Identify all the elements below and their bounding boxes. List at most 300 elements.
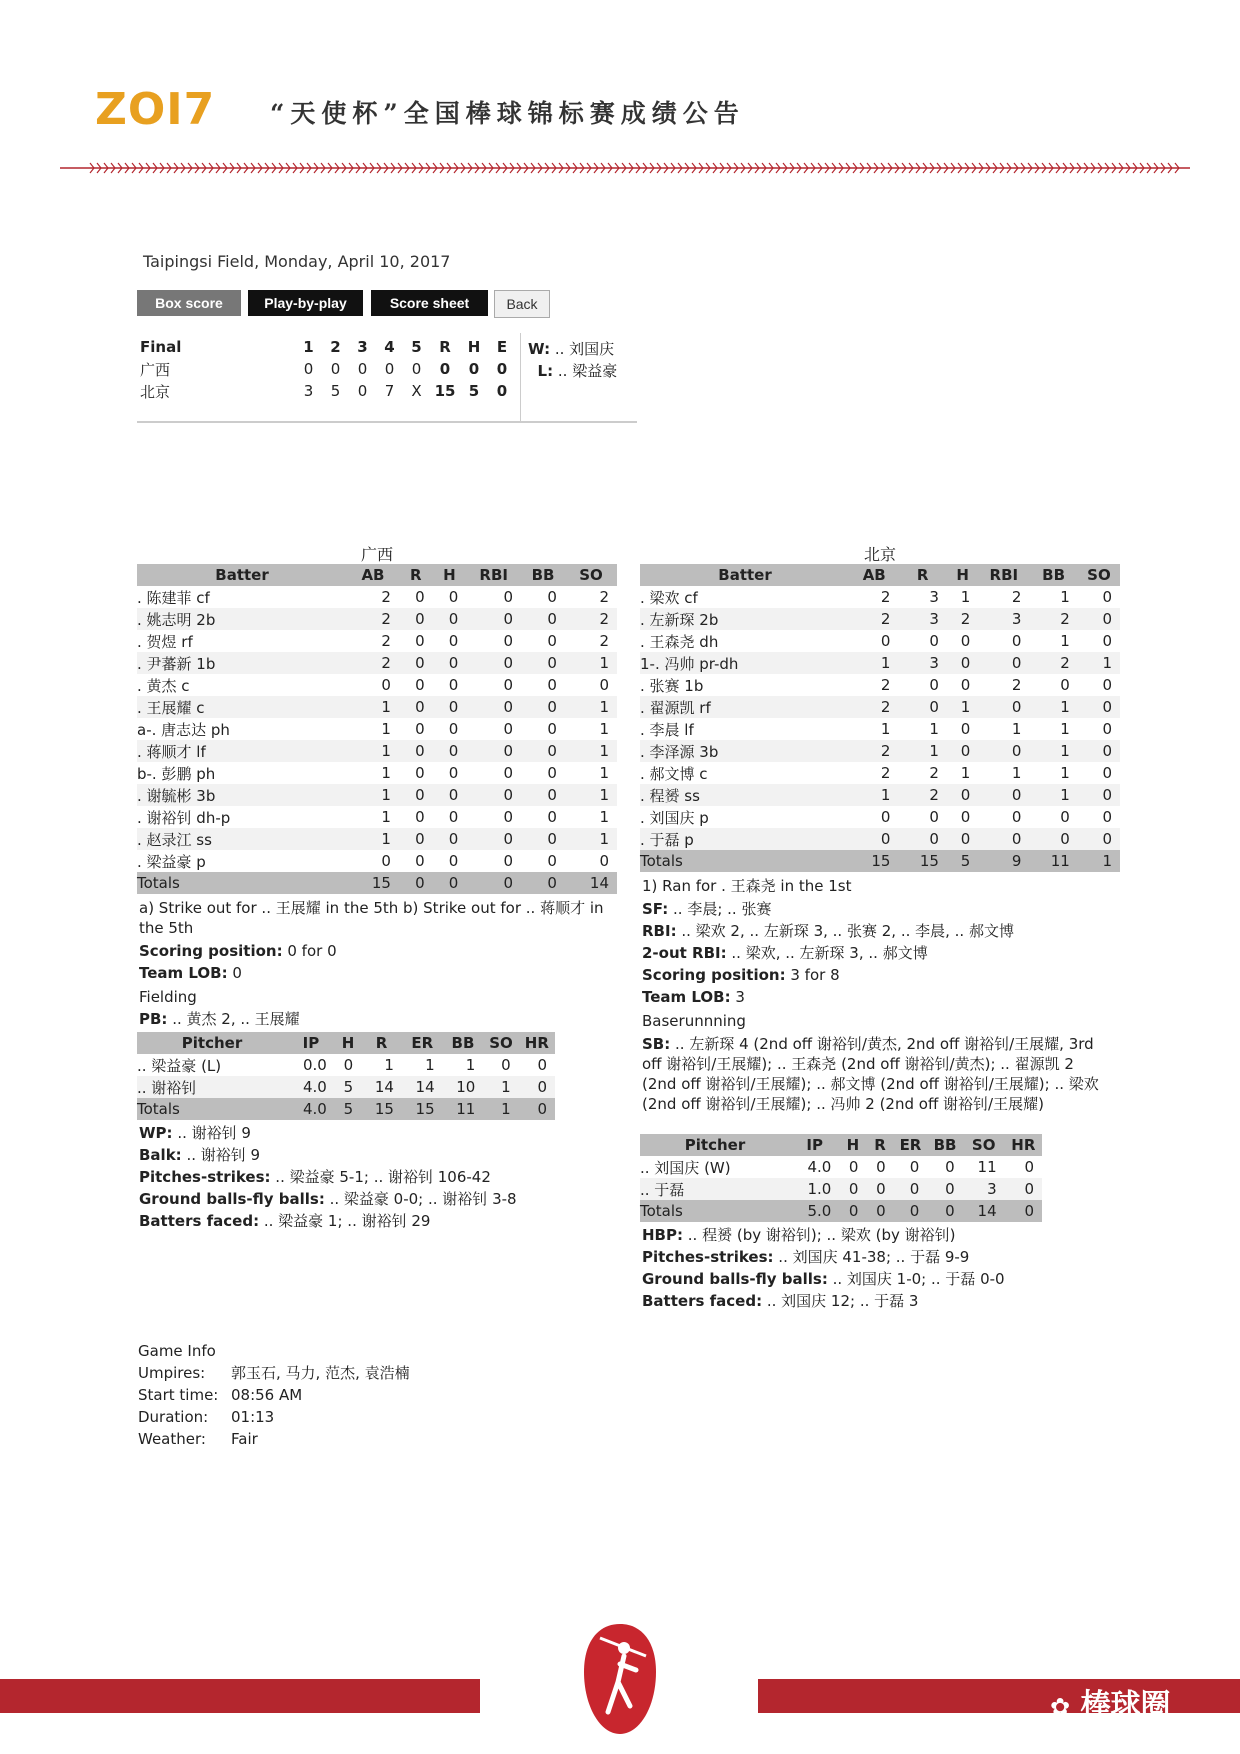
stat-cell: 1 (880, 720, 891, 738)
stat-cell: 1 (960, 764, 971, 782)
stat-cell: 0 (1102, 588, 1112, 606)
game-info-row: Umpires: 郭玉石, 马力, 范杰, 袁浩楠 (138, 1364, 410, 1382)
stat-cell: 1 (381, 808, 391, 826)
player-name: . 刘国庆 p (640, 808, 709, 827)
baseball-batter-emblem-icon (580, 1620, 660, 1738)
stat-cell: 1 (1029, 740, 1077, 762)
stat-cell: 1 (898, 740, 946, 762)
stat-cell: 0 (503, 632, 514, 650)
column-header: H (433, 564, 467, 586)
stat-cell: 1.0 (790, 1178, 839, 1200)
stat-cell: 0 (547, 852, 557, 870)
stat-cell: 1 (565, 828, 617, 850)
team-name-guangxi: 广西 (360, 545, 393, 564)
stat-cell: 1 (425, 1056, 435, 1074)
stat-cell: 0 (866, 1200, 893, 1222)
linescore-row (140, 358, 516, 380)
column-header: HR (519, 1032, 555, 1054)
stat-cell: 0 (433, 784, 467, 806)
player-name: . 谢裕钊 dh-p (137, 808, 231, 827)
stat-cell: 0 (399, 608, 433, 630)
stat-cell: 14 (402, 1076, 443, 1098)
linescore-cell: 0 (411, 360, 422, 378)
linescore-col: R (439, 338, 451, 356)
stat-note: RBI: .. 梁欢 2, .. 左新琛 3, .. 张赛 2, .. 李晨, .. 郝文博 (642, 922, 1014, 940)
table-row (137, 806, 617, 828)
linescore-divider (520, 333, 521, 421)
document-title: “天使杯”全国棒球锦标赛成绩公告 (270, 99, 745, 128)
stat-cell: 0 (927, 1178, 962, 1200)
stat-cell: 4.0 (287, 1098, 335, 1120)
stat-cell: 1 (381, 764, 391, 782)
table-row (137, 696, 617, 718)
linescore-status: Final (140, 338, 182, 356)
stat-cell: 0 (1011, 632, 1022, 650)
stat-cell: 1 (1029, 696, 1077, 718)
game-info-title: Game Info (138, 1342, 216, 1360)
stat-cell: 1 (381, 720, 391, 738)
logo: ZOI7 (95, 84, 216, 135)
stat-cell: 9 (978, 850, 1029, 872)
stat-cell: 14 (565, 872, 617, 894)
stat-cell: 1 (384, 1056, 394, 1074)
loss-label: L: (537, 362, 554, 380)
stat-cell: 0 (448, 632, 459, 650)
stat-cell: 0 (1102, 808, 1112, 826)
stat-cell: 0 (433, 740, 467, 762)
tab-play-by-play[interactable]: Play-by-play (248, 290, 363, 316)
stat-cell: 2 (1011, 588, 1022, 606)
stat-cell: 0 (503, 852, 514, 870)
stat-cell: 0 (1060, 808, 1070, 826)
game-info (138, 1340, 410, 1450)
column-header: BB (927, 1134, 962, 1156)
player-name: .. 谢裕钊 (137, 1076, 287, 1098)
stat-cell: 2 (1029, 652, 1077, 674)
linescore-cell: 0 (496, 360, 508, 378)
beijing-footnote: 1) Ran for . 王森尧 in the 1st (642, 877, 852, 895)
stat-cell: 0 (929, 632, 939, 650)
stat-cell: 0 (960, 808, 971, 826)
table-row (640, 762, 1120, 784)
stat-cell: 3 (898, 652, 946, 674)
linescore-cell: 15 (434, 382, 456, 400)
stat-cell: 1 (1060, 764, 1070, 782)
totals-label: Totals (137, 872, 347, 894)
guangxi-batting-table (137, 564, 617, 894)
stat-cell: 0 (503, 764, 514, 782)
linescore-col: 1 (303, 338, 314, 356)
column-header: IP (790, 1134, 839, 1156)
stat-cell: 10 (443, 1076, 484, 1098)
stat-cell: 0 (866, 1178, 893, 1200)
wechat-account (1050, 1680, 1171, 1724)
stat-cell: 0 (929, 808, 939, 826)
stat-cell: 0 (1078, 784, 1120, 806)
stat-cell: 1 (1060, 632, 1070, 650)
game-info-row: Weather: Fair (138, 1430, 258, 1448)
column-header: BB (443, 1032, 484, 1054)
stat-cell: 3 (929, 588, 939, 606)
tab-score-sheet[interactable]: Score sheet (371, 290, 488, 316)
footer-bar-left (0, 1679, 480, 1713)
stat-cell: 1 (960, 588, 971, 606)
column-header: R (866, 1134, 893, 1156)
stat-cell: 0 (521, 828, 565, 850)
stat-cell: 0 (466, 696, 521, 718)
stat-cell: 0 (448, 676, 459, 694)
stat-cell: 0 (399, 784, 433, 806)
stat-cell: 0 (1078, 828, 1120, 850)
stat-cell: 0 (399, 652, 433, 674)
stat-cell: 1 (599, 808, 609, 826)
player-name: . 贺煜 rf (137, 632, 193, 651)
stat-cell: 0 (978, 828, 1029, 850)
linescore-col: H (467, 338, 481, 356)
stat-cell: 0 (547, 808, 557, 826)
stat-cell: 0 (1078, 608, 1120, 630)
wechat-name: 棒球圈 (1080, 1688, 1171, 1723)
stat-cell: 0 (521, 872, 565, 894)
column-header: SO (1078, 564, 1120, 586)
linescore-cell: 0 (468, 360, 480, 378)
player-name: . 谢毓彬 3b (137, 784, 347, 806)
stat-cell: 0 (521, 652, 565, 674)
stat-cell: 0 (503, 808, 514, 826)
stat-cell: 0 (880, 808, 891, 826)
column-header: Pitcher (137, 1032, 287, 1054)
table-row (640, 696, 1120, 718)
linescore-row (140, 380, 516, 402)
stat-cell: 11 (1029, 850, 1077, 872)
stat-cell: 1 (483, 1076, 518, 1098)
stat-cell: 0 (466, 608, 521, 630)
stat-cell: 1 (947, 696, 978, 718)
stat-cell: 0 (1102, 632, 1112, 650)
column-header: SO (565, 564, 617, 586)
column-header: HR (1005, 1134, 1042, 1156)
stat-note: Pitches-strikes: .. 刘国庆 41-38; .. 于磊 9-9 (642, 1248, 970, 1266)
stat-cell: 0 (448, 808, 459, 826)
stat-cell: 0 (448, 720, 459, 738)
table-row (640, 652, 1120, 674)
column-header: Batter (640, 564, 850, 586)
stat-cell: 1 (1060, 588, 1070, 606)
player-name: . 李晨 lf (640, 720, 694, 739)
column-header: SO (483, 1032, 518, 1054)
table-row (137, 1076, 555, 1098)
player-name: . 郝文博 c (640, 764, 708, 783)
totals-label: Totals (640, 850, 850, 872)
column-header: Batter (137, 564, 347, 586)
stat-cell: 1 (850, 652, 898, 674)
stat-cell: 2 (947, 608, 978, 630)
stat-cell: 4.0 (287, 1076, 335, 1098)
stat-cell: 15 (850, 850, 898, 872)
stat-cell: 1 (599, 720, 609, 738)
stat-cell: 0 (448, 588, 459, 606)
player-name: . 黄杰 c (137, 676, 190, 695)
stat-cell: 1 (1011, 764, 1022, 782)
linescore-cell: 0 (330, 360, 341, 378)
table-row (640, 718, 1120, 740)
stat-cell: 0 (945, 1158, 955, 1176)
table-row (137, 586, 617, 608)
totals-label: Totals (137, 1098, 287, 1120)
stat-cell: 0 (947, 740, 978, 762)
column-header: BB (1029, 564, 1077, 586)
player-name: . 梁欢 cf (640, 588, 698, 607)
stat-cell: 1 (929, 720, 939, 738)
linescore-cell: 0 (439, 360, 451, 378)
column-header: H (335, 1032, 361, 1054)
stat-cell: 0 (960, 676, 971, 694)
player-name: . 陈建菲 cf (137, 588, 210, 607)
stat-cell: 0 (521, 696, 565, 718)
stat-cell: 0 (978, 784, 1029, 806)
column-header: R (399, 564, 433, 586)
stat-cell: 0 (1102, 764, 1112, 782)
totals-label: Totals (640, 1200, 790, 1222)
stat-cell: 0 (466, 784, 521, 806)
player-name: . 张赛 1b (640, 676, 704, 695)
back-button[interactable]: Back (494, 290, 550, 318)
table-row (137, 674, 617, 696)
stat-cell: 0 (909, 1158, 920, 1176)
stat-cell: 2 (880, 764, 891, 782)
stat-cell: 2 (850, 740, 898, 762)
stat-cell: 0 (1005, 1200, 1042, 1222)
stat-cell: 0 (547, 720, 557, 738)
stat-cell: 15 (361, 1098, 402, 1120)
stat-cell: 2 (880, 676, 891, 694)
win-loss (528, 338, 617, 382)
player-name: . 蒋顺才 lf (137, 740, 347, 762)
stat-cell: 0 (1102, 720, 1112, 738)
stat-cell: 0 (978, 740, 1029, 762)
stat-note: Ground balls-fly balls: .. 梁益豪 0-0; .. 谢裕钊 3-8 (139, 1190, 517, 1208)
player-name: . 姚志明 2b (137, 608, 347, 630)
linescore-team: 北京 (140, 382, 171, 401)
stat-cell: 0 (1078, 740, 1120, 762)
linescore-col: 3 (357, 338, 368, 356)
stat-cell: 0 (927, 1200, 962, 1222)
stat-note: HBP: .. 程赟 (by 谢裕钊); .. 梁欢 (by 谢裕钊) (642, 1226, 956, 1244)
guangxi-scoring: Scoring position: 0 for 0 (139, 942, 337, 960)
tab-box-score[interactable]: Box score (137, 290, 241, 316)
stat-cell: 0 (947, 652, 978, 674)
stat-cell: 1 (850, 784, 898, 806)
table-row (137, 784, 617, 806)
stat-cell: 0 (947, 784, 978, 806)
stat-cell: 1 (565, 696, 617, 718)
stat-cell: 0 (521, 784, 565, 806)
player-name: . 梁益豪 p (137, 852, 206, 871)
table-row (640, 674, 1120, 696)
linescore-cell: 5 (330, 382, 341, 400)
player-name: .. 梁益豪 (L) (137, 1056, 222, 1075)
stat-cell: 0 (547, 676, 557, 694)
stat-cell: 0 (521, 740, 565, 762)
column-header: ER (894, 1134, 928, 1156)
stat-cell: 14 (361, 1076, 402, 1098)
linescore-col: 2 (330, 338, 341, 356)
stat-cell: 0 (599, 676, 609, 694)
table-row (640, 1156, 1042, 1178)
stat-cell: 2 (347, 608, 399, 630)
stat-cell: 0 (1102, 676, 1112, 694)
stat-cell: 0 (1011, 808, 1022, 826)
table-row (137, 762, 617, 784)
stat-note: Ground balls-fly balls: .. 刘国庆 1-0; .. 于磊 0-0 (642, 1270, 1005, 1288)
stat-cell: 1 (1060, 720, 1070, 738)
guangxi-pitching-table (137, 1032, 555, 1120)
stat-cell: 0 (433, 608, 467, 630)
stat-cell: 0 (343, 1056, 354, 1074)
stat-cell: 0 (415, 588, 425, 606)
game-info-row: Duration: 01:13 (138, 1408, 275, 1426)
stat-cell: 2 (1011, 676, 1022, 694)
player-name: . 于磊 p (640, 828, 850, 850)
stat-cell: 0 (876, 1158, 886, 1176)
stat-cell: 1 (599, 764, 609, 782)
linescore-table (140, 336, 516, 402)
stat-cell: 2 (599, 588, 609, 606)
linescore-team: 广西 (140, 360, 171, 379)
stat-cell: 0 (503, 720, 514, 738)
table-row (640, 630, 1120, 652)
stat-cell: 0 (537, 1056, 547, 1074)
table-row (640, 608, 1120, 630)
player-name: a-. 唐志达 ph (137, 720, 230, 739)
stat-cell: 0 (399, 696, 433, 718)
column-header: R (898, 564, 946, 586)
table-row (137, 740, 617, 762)
stat-cell: 0 (1005, 1178, 1042, 1200)
beijing-batting-table (640, 564, 1120, 872)
column-header: ER (402, 1032, 443, 1054)
losing-pitcher: .. 梁益豪 (557, 362, 618, 380)
stat-cell: 1 (565, 740, 617, 762)
linescore-cell: 3 (303, 382, 314, 400)
guangxi-pb: PB: .. 黄杰 2, .. 王展耀 (139, 1010, 300, 1028)
player-name: . 王展耀 c (137, 696, 347, 718)
linescore-cell: 0 (384, 360, 395, 378)
beijing-sb: SB: .. 左新琛 4 (2nd off 谢裕钊/黄杰, 2nd off 谢裕钊/王展耀, 3rd off 谢裕钊/王展耀); .. 王森尧 (2nd off 谢裕钊/黄杰); .. 翟源凯 2 (2nd off 谢裕钊/王展耀); .. 郝文博 (2nd off 谢裕钊/王展耀); .. 梁欢 (2nd off 谢裕钊/王展耀); .. 冯帅 2 (2nd off 谢裕钊/王展耀) (642, 1035, 1099, 1113)
stat-cell: 0 (433, 696, 467, 718)
guangxi-footnote: a) Strike out for .. 王展耀 in the 5th b) Strike out for .. 蒋顺才 in the 5th (139, 899, 604, 937)
game-info-row: Start time: 08:56 AM (138, 1386, 303, 1404)
table-row (137, 1054, 555, 1076)
stat-cell: 2 (880, 588, 891, 606)
stat-note: 2-out RBI: .. 梁欢, .. 左新琛 3, .. 郝文博 (642, 944, 928, 962)
column-header: H (947, 564, 978, 586)
table-row (640, 1178, 1042, 1200)
stat-cell: 0 (501, 1056, 511, 1074)
stat-cell: 0 (894, 1200, 928, 1222)
linescore-cell: 0 (496, 382, 508, 400)
stat-cell: 0 (898, 696, 946, 718)
column-header: AB (347, 564, 399, 586)
stat-cell: 0 (1024, 1158, 1034, 1176)
guangxi-fielding-title: Fielding (139, 988, 197, 1006)
column-header: R (361, 1032, 402, 1054)
linescore-col: 5 (411, 338, 422, 356)
column-header: BB (521, 564, 565, 586)
stat-cell: 2 (347, 652, 399, 674)
stat-cell: 0.0 (303, 1056, 327, 1074)
guangxi-lob: Team LOB: 0 (139, 964, 242, 982)
linescore-cell: 7 (384, 382, 395, 400)
stat-note: Batters faced: .. 刘国庆 12; .. 于磊 3 (642, 1292, 919, 1310)
stat-cell: 1 (465, 1056, 476, 1074)
stat-note: Balk: .. 谢裕钊 9 (139, 1146, 261, 1164)
totals-row (640, 850, 1120, 872)
player-name: b-. 彭鹏 ph (137, 764, 216, 783)
stat-cell: 11 (443, 1098, 484, 1120)
stat-cell: 0 (466, 828, 521, 850)
stat-cell: 2 (850, 696, 898, 718)
stat-cell: 0 (433, 872, 467, 894)
stat-cell: 0 (960, 632, 971, 650)
linescore-cell: 0 (303, 360, 314, 378)
linescore-cell: 5 (468, 382, 480, 400)
stat-cell: 15 (347, 872, 399, 894)
column-header: RBI (466, 564, 521, 586)
player-name: . 尹蕃新 1b (137, 652, 347, 674)
stat-note: Batters faced: .. 梁益豪 1; .. 谢裕钊 29 (139, 1212, 431, 1230)
table-row (640, 806, 1120, 828)
stat-cell: 15 (898, 850, 946, 872)
totals-row (137, 1098, 555, 1120)
table-row (137, 718, 617, 740)
stat-note: Scoring position: 3 for 8 (642, 966, 840, 984)
linescore-cell: 0 (357, 382, 368, 400)
win-label: W: (528, 340, 551, 358)
stat-cell: 0 (547, 588, 557, 606)
stat-cell: 0 (547, 764, 557, 782)
table-row (137, 608, 617, 630)
stat-cell: 1 (347, 696, 399, 718)
table-row (640, 784, 1120, 806)
table-row (137, 652, 617, 674)
table-row (137, 630, 617, 652)
stat-cell: 1 (565, 784, 617, 806)
stat-cell: 2 (381, 588, 391, 606)
stat-cell: 0 (433, 652, 467, 674)
stat-cell: 0 (448, 764, 459, 782)
wechat-icon: ✿ (1050, 1693, 1071, 1721)
column-header: Pitcher (640, 1134, 790, 1156)
stat-cell: 0 (519, 1098, 555, 1120)
arrow-divider (60, 160, 1190, 176)
stat-cell: 1 (1011, 720, 1022, 738)
stat-cell: 2 (898, 784, 946, 806)
player-name: . 赵录江 ss (137, 828, 347, 850)
table-row (640, 740, 1120, 762)
table-row (137, 828, 617, 850)
stat-cell: 0 (1029, 828, 1077, 850)
stat-cell: 0 (415, 852, 425, 870)
stat-cell: 3 (963, 1178, 1005, 1200)
stat-cell: 2 (1029, 608, 1077, 630)
stat-cell: 0 (503, 676, 514, 694)
stat-cell: 0 (848, 1158, 859, 1176)
player-name: . 李泽源 3b (640, 740, 850, 762)
player-name: . 王森尧 dh (640, 632, 719, 651)
stat-cell: 0 (415, 720, 425, 738)
totals-row (640, 1200, 1042, 1222)
